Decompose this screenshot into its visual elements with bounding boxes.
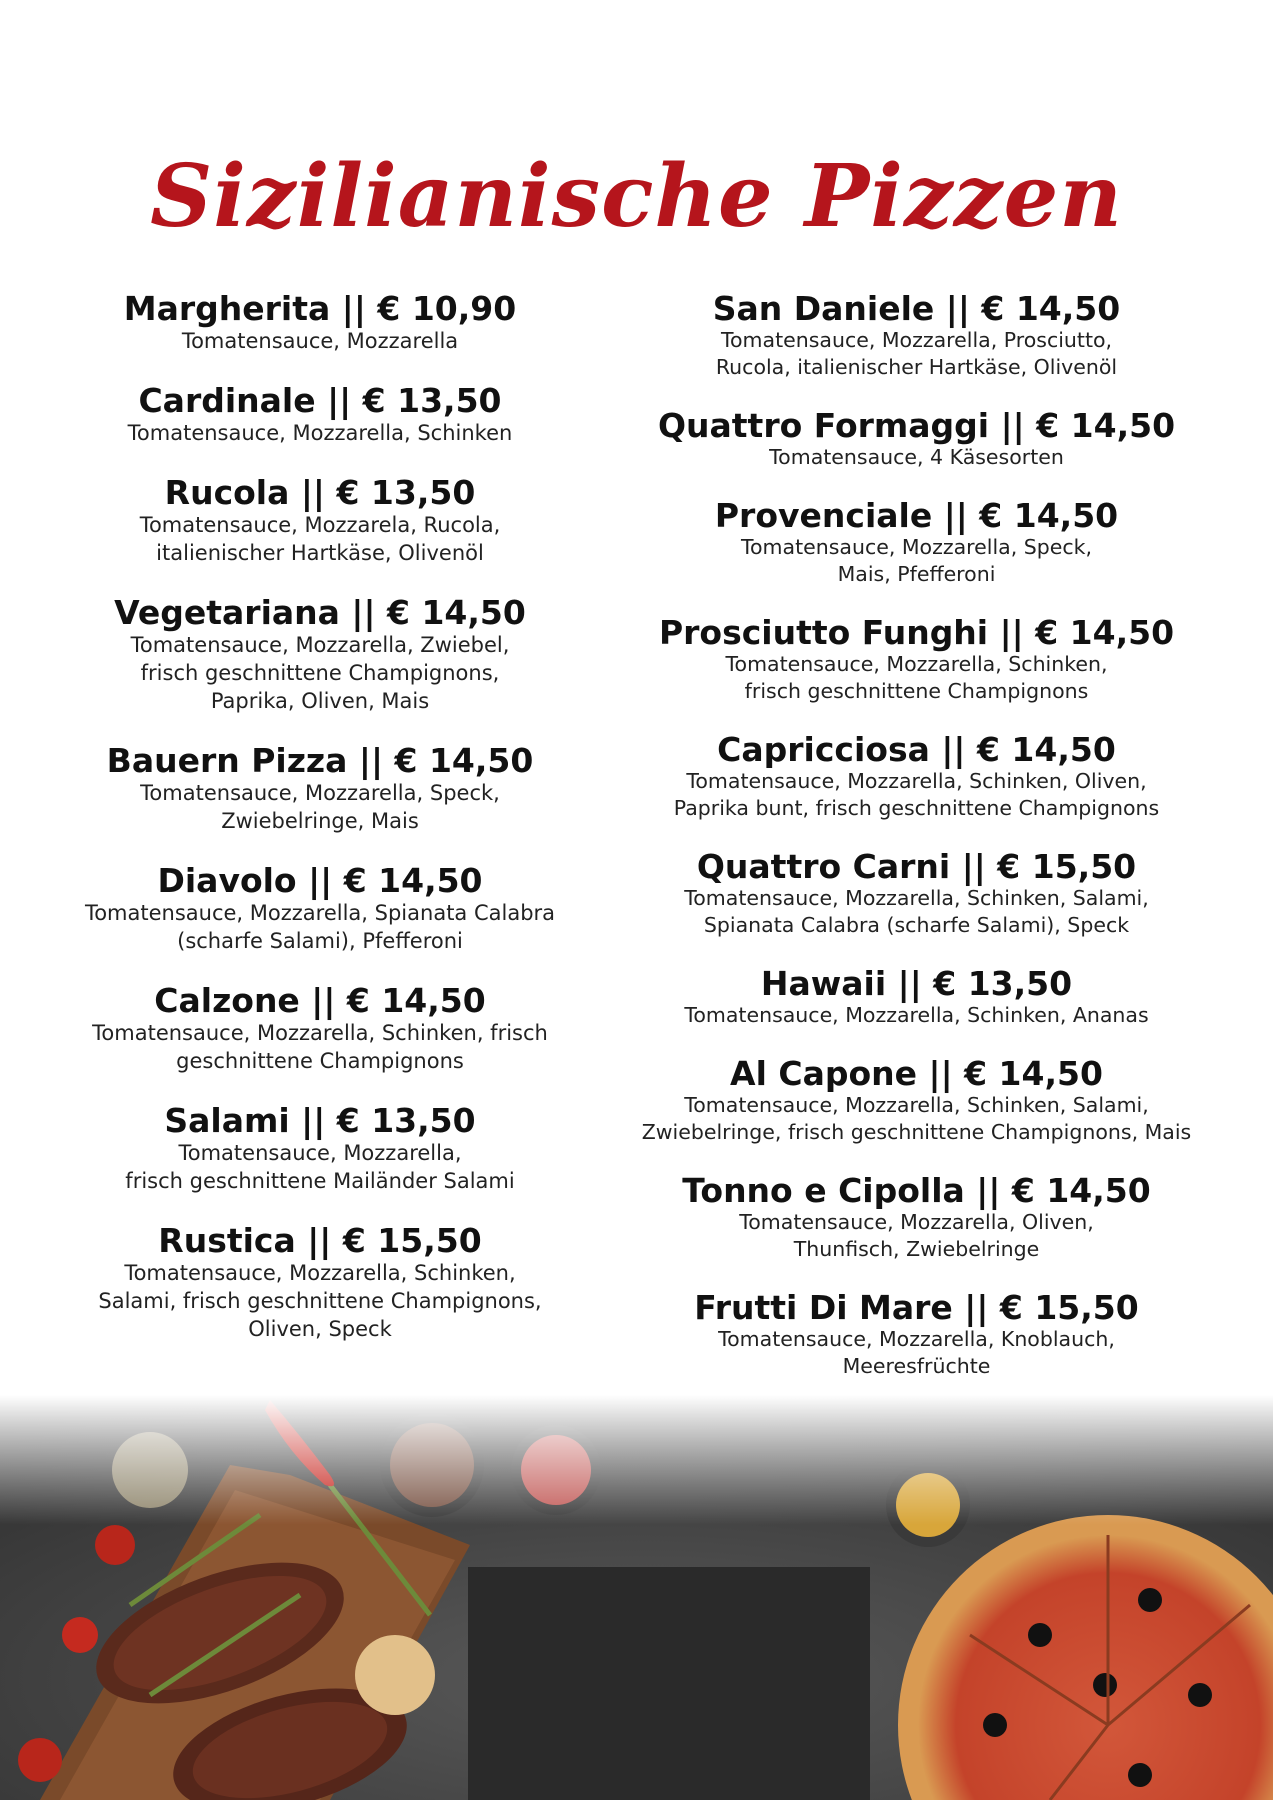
item-description: Tomatensauce, Mozzarella, Schinken, frisch geschnittene Champignons — [92, 1021, 548, 1073]
item-description: Tomatensauce, Mozzarella, Speck, Zwiebelringe, Mais — [140, 781, 500, 833]
item-description: Tomatensauce, Mozzarella, Schinken, Salami, Zwiebelringe, frisch geschnittene Champignons, Mais — [641, 1093, 1192, 1144]
menu-column-right — [610, 290, 1223, 1406]
menu-item — [610, 290, 1223, 381]
item-description: Tomatensauce, Mozzarella, Spianata Calabra (scharfe Salami), Pfefferoni — [84, 901, 556, 953]
item-description: Tomatensauce, Mozzarella, Zwiebel, frisch geschnittene Champignons, Paprika, Oliven, Mais — [130, 633, 510, 713]
food-photo-banner — [0, 1395, 1273, 1800]
item-name: Frutti Di Mare || € 15,50 — [694, 1288, 1139, 1327]
item-description: Tomatensauce, Mozzarella, Schinken, Ananas — [684, 1003, 1149, 1027]
menu-item — [40, 382, 600, 447]
item-description: Tomatensauce, Mozzarella, frisch geschnittene Mailänder Salami — [125, 1141, 515, 1193]
item-name: Cardinale || € 13,50 — [138, 381, 502, 420]
menu-item — [610, 614, 1223, 705]
menu-item — [610, 407, 1223, 471]
menu-item — [40, 290, 600, 355]
item-description: Tomatensauce, Mozzarella, Schinken, Salami, Spianata Calabra (scharfe Salami), Speck — [684, 886, 1149, 937]
menu-item — [40, 742, 600, 835]
menu-item — [40, 594, 600, 715]
item-name: Rucola || € 13,50 — [164, 473, 476, 512]
item-name: Vegetariana || € 14,50 — [114, 593, 526, 632]
item-name: Al Capone || € 14,50 — [730, 1054, 1103, 1093]
menu-item — [610, 1289, 1223, 1380]
item-description: Tomatensauce, Mozzarella, Speck, Mais, Pfefferoni — [740, 535, 1093, 586]
item-description: Tomatensauce, Mozzarella, Schinken, Salami, frisch geschnittene Champignons, Oliven, Speck — [98, 1261, 542, 1341]
menu-item — [40, 982, 600, 1075]
item-description: Tomatensauce, Mozzarella — [181, 329, 459, 353]
item-name: Calzone || € 14,50 — [154, 981, 486, 1020]
menu-item — [610, 1055, 1223, 1146]
food-illustration — [0, 1395, 1273, 1800]
menu-title: Sizilianische Pizzen — [150, 145, 1123, 247]
item-name: Rustica || € 15,50 — [158, 1221, 482, 1260]
item-description: Tomatensauce, Mozzarella, Schinken — [127, 421, 513, 445]
item-name: Hawaii || € 13,50 — [760, 964, 1073, 1003]
item-name: Provenciale || € 14,50 — [714, 496, 1119, 535]
item-name: Bauern Pizza || € 14,50 — [106, 741, 534, 780]
item-name: Quattro Carni || € 15,50 — [696, 847, 1137, 886]
item-name: Margherita || € 10,90 — [123, 289, 517, 328]
menu-item — [610, 965, 1223, 1029]
menu-item — [610, 497, 1223, 588]
menu-item — [610, 1172, 1223, 1263]
menu-item — [40, 862, 600, 955]
menu-item — [40, 1222, 600, 1343]
menu-item — [610, 731, 1223, 822]
menu-item — [40, 474, 600, 567]
item-name: Quattro Formaggi || € 14,50 — [657, 406, 1176, 445]
menu-item — [40, 1102, 600, 1195]
item-name: San Daniele || € 14,50 — [712, 289, 1121, 328]
item-description: Tomatensauce, Mozzarella, Prosciutto, Rucola, italienischer Hartkäse, Olivenöl — [715, 328, 1118, 379]
item-description: Tomatensauce, Mozzarella, Knoblauch, Meeresfrüchte — [718, 1327, 1115, 1378]
item-name: Prosciutto Funghi || € 14,50 — [658, 613, 1175, 652]
item-description: Tomatensauce, Mozzarela, Rucola, italienischer Hartkäse, Olivenöl — [139, 513, 501, 565]
item-name: Salami || € 13,50 — [164, 1101, 476, 1140]
item-description: Tomatensauce, Mozzarella, Oliven, Thunfisch, Zwiebelringe — [739, 1210, 1094, 1261]
item-description: Tomatensauce, Mozzarella, Schinken, Oliven, Paprika bunt, frisch geschnittene Champignons — [673, 769, 1160, 820]
item-name: Diavolo || € 14,50 — [157, 861, 483, 900]
item-name: Tonno e Cipolla || € 14,50 — [682, 1171, 1151, 1210]
item-name: Capricciosa || € 14,50 — [717, 730, 1116, 769]
item-description: Tomatensauce, 4 Käsesorten — [769, 445, 1064, 469]
menu-column-left — [40, 290, 600, 1370]
item-description: Tomatensauce, Mozzarella, Schinken, frisch geschnittene Champignons — [725, 652, 1108, 703]
menu-item — [610, 848, 1223, 939]
